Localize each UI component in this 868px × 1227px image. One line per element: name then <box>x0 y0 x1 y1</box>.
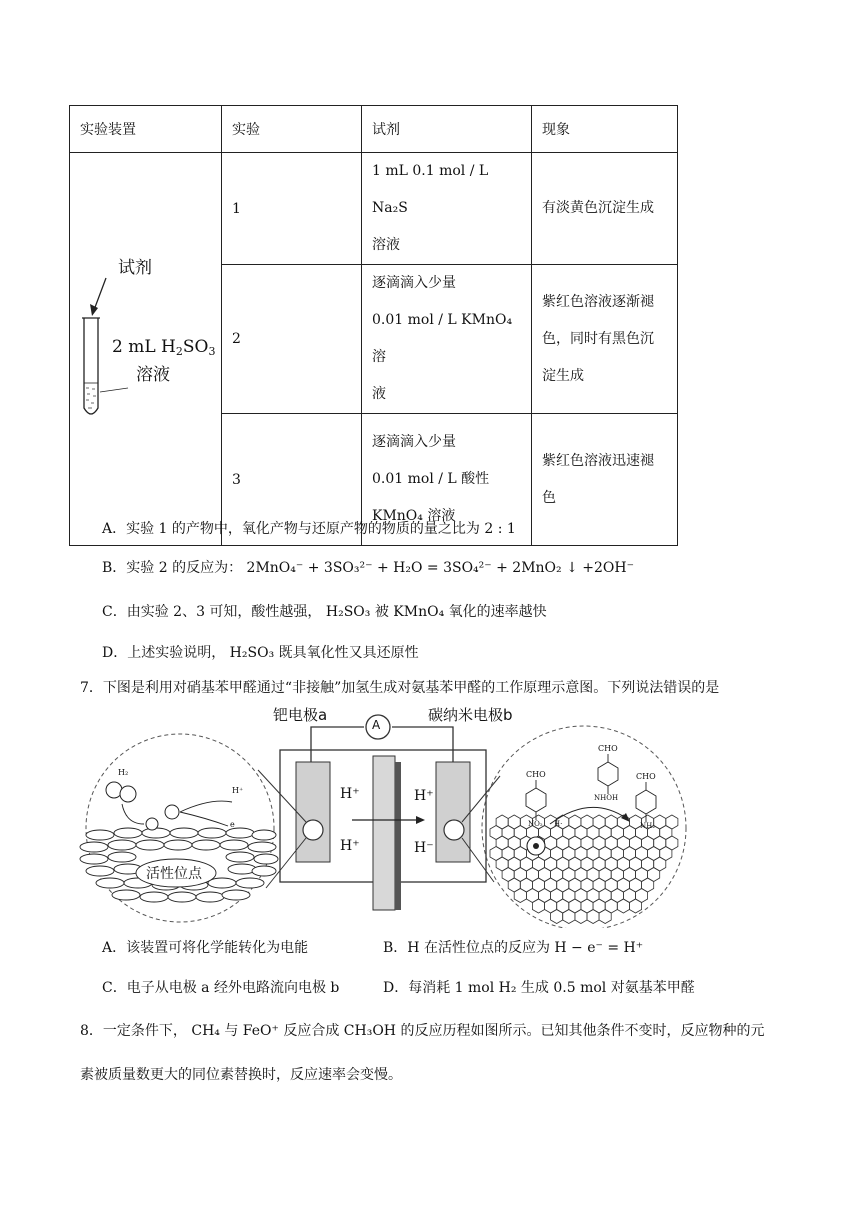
graphene-hex <box>599 910 611 924</box>
electrolysis-diagram <box>70 700 710 928</box>
phenomenon-cell: 紫红色溶液逐渐褪 色，同时有黑色沉 淀生成 <box>532 265 678 414</box>
h-dot-label: H· <box>554 820 563 828</box>
ammeter-label: A <box>372 718 381 732</box>
phenomenon-cell: 有淡黄色沉淀生成 <box>532 153 678 265</box>
q7-stem: 7．下图是利用对硝基苯甲醛通过“非接触”加氢生成对氨基苯甲醛的工作原理示意图。下列说法错误的是 <box>80 680 720 696</box>
q7-option-d: D．每消耗 1 mol H₂ 生成 0.5 mol 对氨基苯甲醛 <box>383 980 695 996</box>
electron-label: e <box>230 820 235 829</box>
h-plus-right: H⁺ <box>414 788 434 804</box>
q7-option-c: C．电子从电极 a 经外电路流向电极 b <box>102 980 340 996</box>
graphene-hex <box>629 899 641 913</box>
graphene-hex <box>563 910 575 924</box>
h-plus-small: H⁺ <box>232 786 244 795</box>
experiment-table <box>69 105 678 546</box>
header-phenomenon: 现象 <box>532 106 678 153</box>
phenomenon-cell: 紫红色溶液迅速褪 色 <box>532 414 678 546</box>
graphene-hex <box>617 899 629 913</box>
reagent-cell: 1 mL 0.1 mol / L Na₂S 溶液 <box>362 153 532 265</box>
q6-option-b: B．实验 2 的反应为： 2MnO₄⁻ + 3SO₃²⁻ + H₂O = 3SO₄²⁻ + 2MnO₂ ↓ +2OH⁻ <box>102 560 634 576</box>
experiment-num: 1 <box>222 153 362 265</box>
q6-option-c: C．由实验 2、3 可知，酸性越强， H₂SO₃ 被 KMnO₄ 氧化的速率越快 <box>102 604 547 620</box>
electrode-b-label: 碳纳米电极b <box>428 706 513 724</box>
reagent-label: 试剂 <box>118 258 152 278</box>
solution-word: 溶液 <box>136 365 170 385</box>
q6-option-d: D．上述实验说明， H₂SO₃ 既具氧化性又具还原性 <box>102 645 419 661</box>
graphene-hex <box>532 899 544 913</box>
q8-line-2: 素被质量数更大的同位素替换时，反应速率会变慢。 <box>80 1067 402 1083</box>
graphene-hex <box>514 889 526 903</box>
header-apparatus: 实验装置 <box>70 106 222 153</box>
h2-label: H₂ <box>118 768 129 777</box>
nhoh-label: NHOH <box>594 794 619 802</box>
solution-formula: 2 mL $H_2SO_3$ <box>112 337 216 358</box>
reagent-cell: 逐滴滴入少量 0.01 mol / L KMnO₄ 溶 液 <box>362 265 532 414</box>
cho-label-2: CHO <box>598 744 618 753</box>
header-reagent: 试剂 <box>362 106 532 153</box>
table-row <box>70 153 678 265</box>
h-plus-left-2: H⁺ <box>340 838 360 854</box>
h-minus-right: H⁻ <box>414 840 434 856</box>
no2-label: NO₂ <box>528 820 543 828</box>
electrode-a-label: 钯电极a <box>273 706 328 724</box>
q6-option-a: A．实验 1 的产物中，氧化产物与还原产物的物质的量之比为 2 : 1 <box>102 521 516 537</box>
q7-option-a: A．该装置可将化学能转化为电能 <box>102 940 309 956</box>
apparatus-cell <box>70 153 222 546</box>
reagent-cell: 逐滴滴入少量 0.01 mol / L 酸性 KMnO₄ 溶液 <box>362 414 532 546</box>
cho-label-3: CHO <box>636 772 656 781</box>
table-header-row <box>70 106 678 153</box>
q7-option-b: B．H 在活性位点的反应为 H − e⁻ = H⁺ <box>383 940 644 956</box>
graphene-hex <box>575 910 587 924</box>
graphene-hex <box>587 910 599 924</box>
experiment-num: 2 <box>222 265 362 414</box>
diagram-drawing <box>70 700 710 928</box>
nh2-label: NH₂ <box>640 822 656 830</box>
graphene-hex <box>551 910 563 924</box>
q8-line-1: 8．一定条件下， CH₄ 与 FeO⁺ 反应合成 CH₃OH 的反应历程如图所示。已知其他条件不变时，反应物种的元 <box>80 1023 765 1039</box>
h-plus-left-1: H⁺ <box>340 786 360 802</box>
experiment-num: 3 <box>222 414 362 546</box>
cho-label-1: CHO <box>526 770 546 779</box>
header-experiment: 实验 <box>222 106 362 153</box>
active-site-label: 活性位点 <box>146 866 202 882</box>
